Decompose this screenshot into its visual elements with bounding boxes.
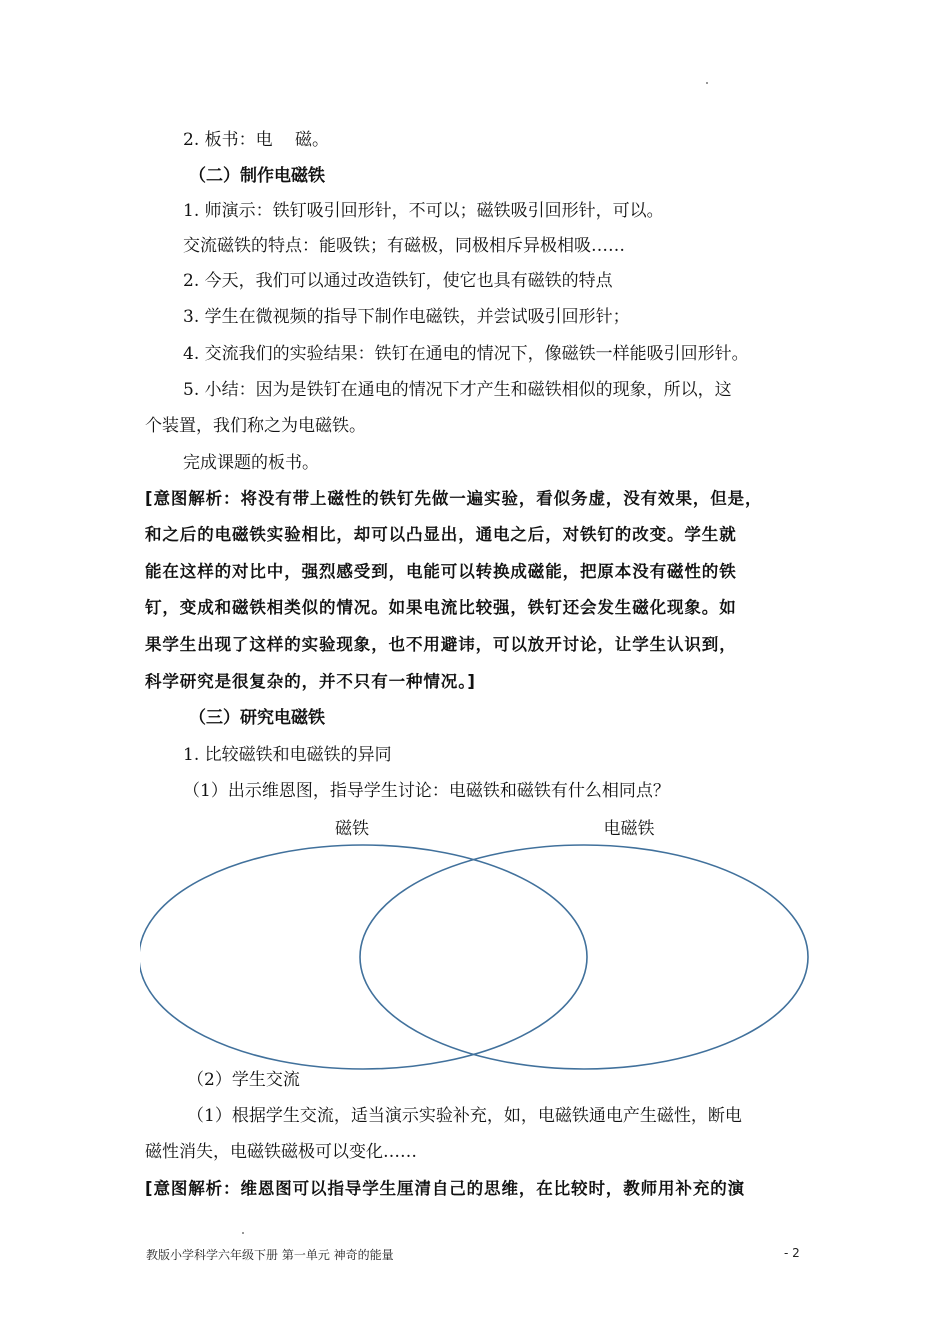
page-number: - 2 — [784, 1246, 800, 1260]
venn-label-magnet: 磁铁 — [335, 819, 369, 839]
intent-analysis-line: 和之后的电磁铁实验相比，却可以凸显出，通电之后，对铁钉的改变。学生就 — [145, 525, 737, 544]
paragraph-line: 3. 学生在微视频的指导下制作电磁铁，并尝试吸引回形针； — [183, 307, 630, 327]
intent-analysis-line: 科学研究是很复杂的，并不只有一种情况。] — [145, 672, 476, 691]
board-note-line: 2. 板书：电 磁。 — [183, 130, 330, 150]
paragraph-line: 4. 交流我们的实验结果：铁钉在通电的情况下，像磁铁一样能吸引回形针。 — [183, 344, 749, 364]
section-heading-2: （二）制作电磁铁 — [189, 166, 325, 186]
paragraph-line: （2）学生交流 — [187, 1070, 300, 1090]
paragraph-line: （1）根据学生交流，适当演示实验补充，如，电磁铁通电产生磁性，断电 — [187, 1106, 742, 1126]
venn-label-electromagnet: 电磁铁 — [603, 819, 655, 839]
footer-mark — [242, 1232, 244, 1234]
paragraph-line: （1）出示维恩图，指导学生讨论：电磁铁和磁铁有什么相同点？ — [183, 781, 670, 801]
intent-analysis-line: [意图解析：维恩图可以指导学生厘清自己的思维，在比较时，教师用补充的演 — [145, 1179, 746, 1198]
intent-analysis-line: 钉，变成和磁铁相类似的情况。如果电流比较强，铁钉还会发生磁化现象。如 — [145, 598, 737, 617]
paragraph-line: 完成课题的板书。 — [183, 453, 319, 473]
footer-book-title: 教版小学科学六年级下册 第一单元 神奇的能量 — [146, 1248, 394, 1262]
paragraph-line: 1. 师演示：铁钉吸引回形针，不可以；磁铁吸引回形针，可以。 — [183, 201, 664, 221]
paragraph-line: 个装置，我们称之为电磁铁。 — [145, 416, 366, 436]
intent-analysis-line: 能在这样的对比中，强烈感受到，电能可以转换成磁能，把原本没有磁性的铁 — [145, 562, 737, 581]
paragraph-line: 2. 今天，我们可以通过改造铁钉，使它也具有磁铁的特点 — [183, 271, 613, 291]
intent-analysis-line: 果学生出现了这样的实验现象，也不用避讳，可以放开讨论，让学生认识到， — [145, 635, 737, 654]
corner-mark — [706, 82, 708, 84]
paragraph-line: 交流磁铁的特点：能吸铁；有磁极，同极相斥异极相吸…… — [183, 236, 625, 256]
section-heading-3: （三）研究电磁铁 — [189, 708, 325, 728]
venn-circle-magnet — [140, 845, 587, 1069]
paragraph-line: 5. 小结：因为是铁钉在通电的情况下才产生和磁铁相似的现象，所以，这 — [183, 380, 732, 400]
intent-analysis-line: [意图解析：将没有带上磁性的铁钉先做一遍实验，看似务虚，没有效果，但是， — [145, 489, 763, 508]
paragraph-line: 1. 比较磁铁和电磁铁的异同 — [183, 745, 392, 765]
venn-circle-electromagnet — [360, 845, 808, 1069]
paragraph-line: 磁性消失，电磁铁磁极可以变化…… — [145, 1142, 417, 1162]
venn-diagram — [140, 812, 820, 1077]
